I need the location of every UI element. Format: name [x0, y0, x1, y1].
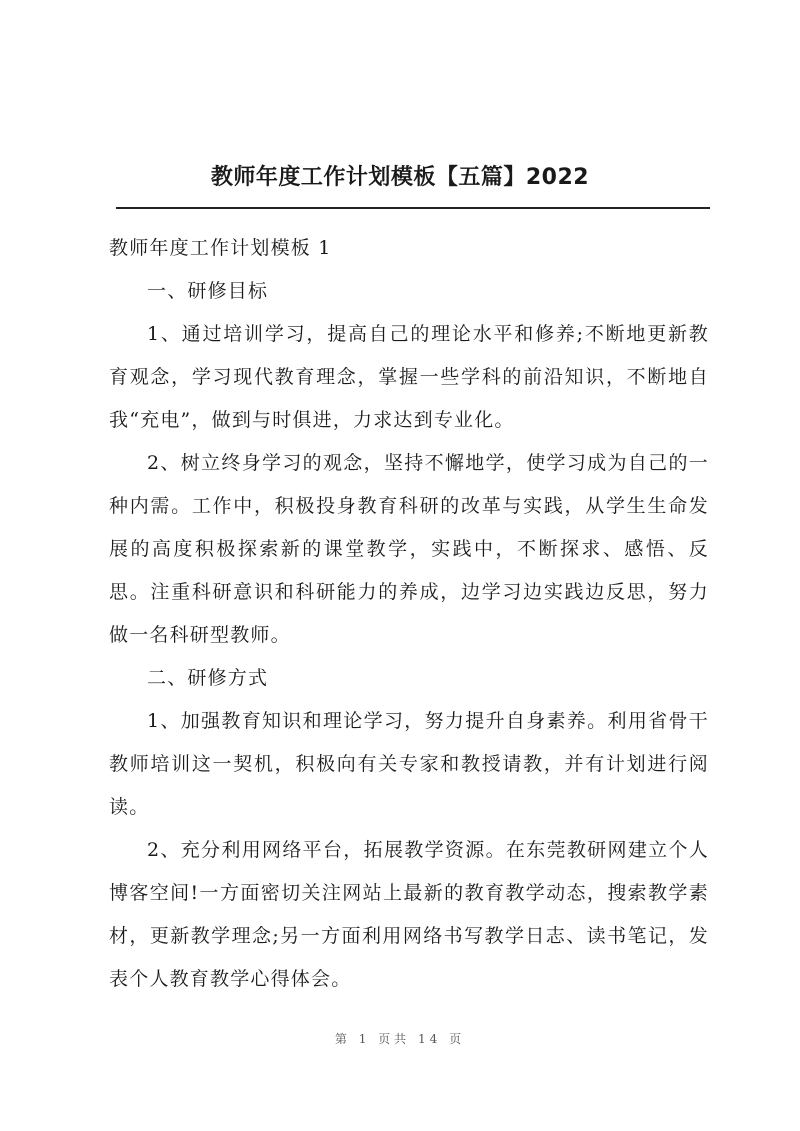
title-divider [116, 207, 710, 209]
paragraph-goal-1: 1、通过培训学习，提高自己的理论水平和修养;不断地更新教育观念，学习现代教育理念，掌握一些学科的前沿知识，不断地自我“充电”，做到与时俱进，力求达到专业化。 [109, 323, 709, 431]
heading-research-goals: 一、研修目标 [147, 280, 269, 302]
page-number-footer: 第 1 页共 14 页 [334, 1032, 466, 1046]
paragraph-method-2: 2、充分利用网络平台，拓展教学资源。在东莞教研网建立个人博客空间!一方面密切关注网站上最新的教育教学动态，搜索教学素材，更新教学理念;另一方面利用网络书写教学日志、读书笔记，发表个人教育教学心得体会。 [109, 839, 709, 990]
document-title: 教师年度工作计划模板【五篇】2022 [210, 165, 590, 190]
document-body [109, 227, 709, 1001]
paragraph-goal-2: 2、树立终身学习的观念，坚持不懈地学，使学习成为自己的一种内需。工作中，积极投身教育科研的改革与实践，从学生生命发展的高度积极探索新的课堂教学，实践中，不断探求、感悟、反思。注重科研意识和科研能力的养成，边学习边实践边反思，努力做一名科研型教师。 [109, 452, 709, 646]
heading-research-methods: 二、研修方式 [147, 667, 269, 689]
section-heading-template: 教师年度工作计划模板 1 [109, 237, 332, 259]
paragraph-method-1: 1、加强教育知识和理论学习，努力提升自身素养。利用省骨干教师培训这一契机，积极向有关专家和教授请教，并有计划进行阅读。 [109, 710, 709, 818]
